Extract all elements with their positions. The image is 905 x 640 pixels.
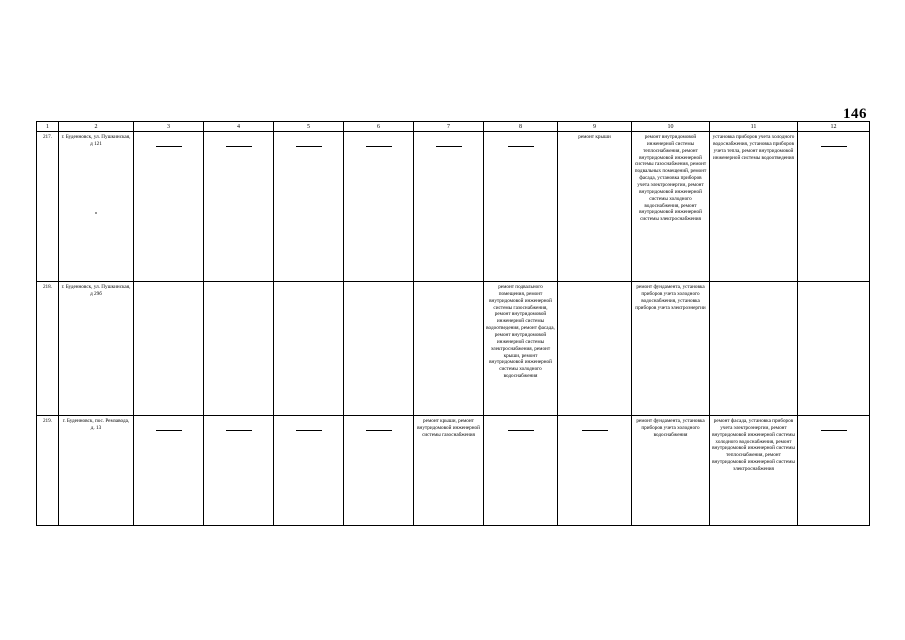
row-col5 (274, 416, 344, 526)
col-number-11: 11 (710, 122, 798, 132)
col-number-2: 2 (59, 122, 134, 132)
empty-dash (366, 139, 392, 147)
schedule-table (36, 121, 870, 526)
row-col7: ремонт крыши, ремонт внутридомовой инженерной системы газоснабжения (414, 416, 484, 526)
empty-dash (156, 423, 182, 431)
row-number: 217. (37, 132, 59, 282)
empty-dash (296, 139, 322, 147)
col-number-4: 4 (204, 122, 274, 132)
table-row (37, 416, 870, 526)
table-row (37, 282, 870, 416)
row-col8 (484, 416, 558, 526)
col-number-9: 9 (558, 122, 632, 132)
row-address: г. Буденновск, пос. Ремзавода, д. 13 (59, 416, 134, 526)
table-column-numbers-row (37, 122, 870, 132)
row-col8: ремонт подвального помещения, ремонт внутридомовой инженерной системы газоснабжения, ремонт внутридомовой инженерной системы водоотведения, ремонт фасада, ремонт внутридомовой инженерной системы электроснабжения, ремонт крыши, ремонт внутридомовой инженерной системы холодного водоснабжения (484, 282, 558, 416)
row-number: 219. (37, 416, 59, 526)
empty-dash (508, 139, 534, 147)
row-col11: ремонт фасада, установка приборов учета электроэнергии, ремонт внутридомовой инженерной системы холодного водоснабжения, ремонт внутридомовой инженерной системы теплоснабжения, ремонт внутридомовой инженерной системы электроснабжения (710, 416, 798, 526)
empty-dash (366, 423, 392, 431)
col-number-12: 12 (798, 122, 870, 132)
col-number-8: 8 (484, 122, 558, 132)
row-col11: установка приборов учета холодного водоснабжения, установка приборов учета тепла, ремонт внутридомовой инженерной системы водоотведения (710, 132, 798, 282)
row-col7 (414, 282, 484, 416)
row-col6 (344, 132, 414, 282)
schedule-table-container (36, 121, 869, 526)
row-col10: ремонт фундамента, установка приборов учета холодного водоснабжения (632, 416, 710, 526)
row-col9 (558, 282, 632, 416)
col-number-1: 1 (37, 122, 59, 132)
row-col3 (134, 132, 204, 282)
row-col9: ремонт крыши (558, 132, 632, 282)
row-col5 (274, 132, 344, 282)
col-number-5: 5 (274, 122, 344, 132)
col-number-7: 7 (414, 122, 484, 132)
empty-dash (226, 139, 252, 147)
row-col3 (134, 416, 204, 526)
row-col6 (344, 416, 414, 526)
row-col12 (798, 416, 870, 526)
empty-dash (508, 423, 534, 431)
col-number-3: 3 (134, 122, 204, 132)
empty-dash (582, 423, 608, 431)
row-col3 (134, 282, 204, 416)
empty-dash (156, 139, 182, 147)
row-number: 218. (37, 282, 59, 416)
row-col5 (274, 282, 344, 416)
row-address: г. Буденновск, ул. Пушкинская, д 29б (59, 282, 134, 416)
page-number: 146 (843, 106, 867, 122)
row-col12 (798, 132, 870, 282)
row-col6 (344, 282, 414, 416)
row-col7 (414, 132, 484, 282)
row-col10: ремонт фундамента, установка приборов учета холодного водоснабжения, установка приборов учета электроэнергии (632, 282, 710, 416)
row-col4 (204, 282, 274, 416)
empty-dash (821, 139, 847, 147)
empty-dash (436, 139, 462, 147)
row-col10: ремонт внутридомовой инженерной системы теплоснабжения, ремонт внутридомовой инженерной системы газоснабжения, ремонт подвальных помещений, ремонт фасада, установка приборов учета электроэнергии, ремонт внутридомовой инженерной системы холодного водоснабжения, ремонт внутридомовой инженерной системы электроснабжения (632, 132, 710, 282)
row-col11 (710, 282, 798, 416)
row-col9 (558, 416, 632, 526)
empty-dash (226, 423, 252, 431)
col-number-10: 10 (632, 122, 710, 132)
col-number-6: 6 (344, 122, 414, 132)
row-col4 (204, 132, 274, 282)
empty-dash (296, 423, 322, 431)
row-address: г. Буденновск, ул. Пушкинская, д 121 (59, 132, 134, 282)
table-row (37, 132, 870, 282)
row-col8 (484, 132, 558, 282)
empty-dash (821, 423, 847, 431)
row-col12 (798, 282, 870, 416)
row-col4 (204, 416, 274, 526)
